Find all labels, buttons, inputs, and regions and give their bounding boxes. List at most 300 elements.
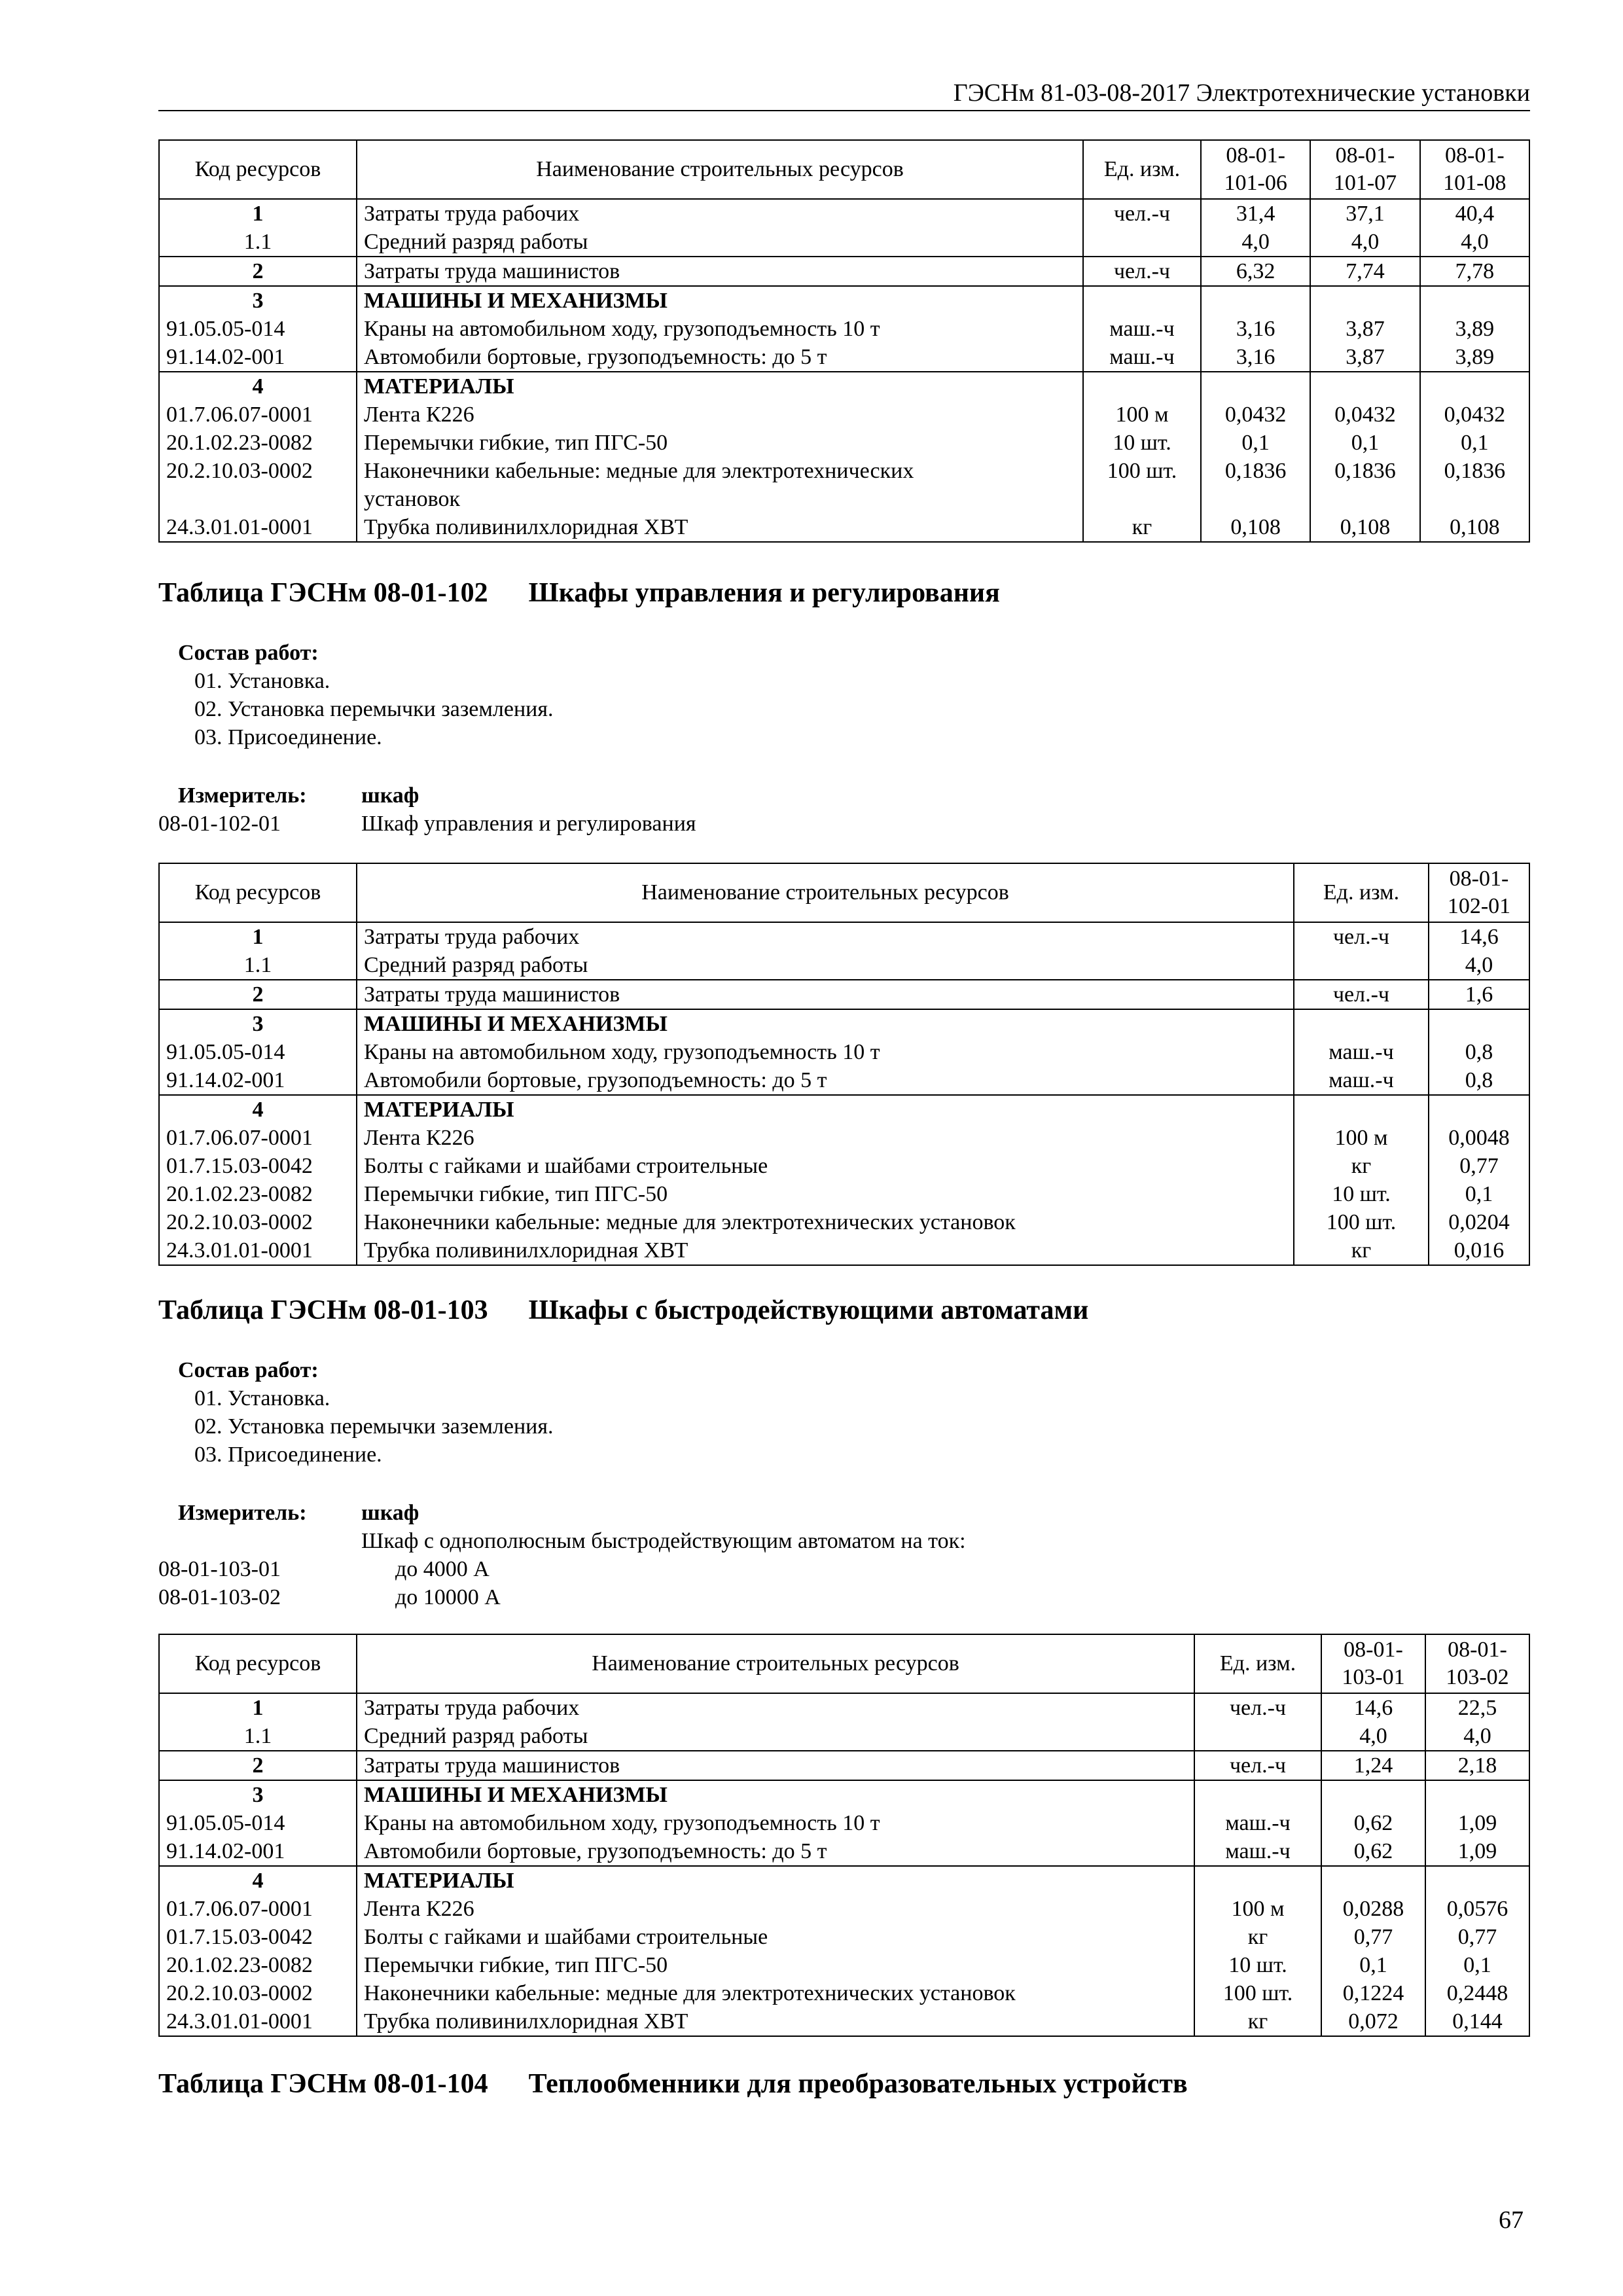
- item-code: 08-01-102-01: [158, 812, 281, 836]
- cell-value: 3,89: [1420, 315, 1529, 343]
- table-row: [159, 457, 1529, 513]
- cell-value: 14,6: [1321, 1693, 1425, 1722]
- cell-code: 3: [159, 286, 357, 315]
- cell-unit: кг: [1294, 1152, 1429, 1180]
- meter-label: Измеритель:: [178, 1501, 307, 1525]
- cell-value: [1321, 1866, 1425, 1895]
- cell-unit: чел.-ч: [1194, 1693, 1321, 1722]
- cell-code: 4: [159, 372, 357, 401]
- cell-code: 24.3.01.01-0001: [159, 2007, 357, 2036]
- cell-name-text: Автомобили бортовые, грузоподъемность: до 5 т: [364, 345, 827, 369]
- col-header-norm: 08-01- 101-07: [1310, 140, 1419, 199]
- table-row: [159, 1895, 1529, 1923]
- cell-unit: кг: [1194, 2007, 1321, 2036]
- table-row: [159, 1180, 1529, 1208]
- cell-name-text: Лента К226: [364, 403, 474, 427]
- table-header-row: [159, 140, 1529, 199]
- work-item: 03. Присоединение.: [194, 1443, 382, 1467]
- col-header-name: Наименование строительных ресурсов: [357, 863, 1294, 922]
- cell-unit: 100 м: [1194, 1895, 1321, 1923]
- cell-unit: [1294, 1009, 1429, 1038]
- cell-value: 14,6: [1429, 922, 1529, 951]
- cell-value: 0,8: [1429, 1038, 1529, 1066]
- title-code: Таблица ГЭСНм 08-01-103: [158, 1295, 488, 1325]
- table-row: [159, 1236, 1529, 1265]
- cell-code: 4: [159, 1866, 357, 1895]
- cell-name: [357, 401, 1083, 429]
- cell-name-text: Трубка поливинилхлоридная ХВТ: [364, 515, 688, 539]
- cell-name: [357, 1038, 1294, 1066]
- table-row: [159, 513, 1529, 542]
- cell-value: 0,0048: [1429, 1124, 1529, 1152]
- cell-value: 4,0: [1425, 1722, 1529, 1751]
- table-row: [159, 1923, 1529, 1951]
- table-row: [159, 1009, 1529, 1038]
- cell-name-text: Трубка поливинилхлоридная ХВТ: [364, 1238, 688, 1263]
- work-composition-102: [158, 639, 553, 751]
- cell-value: 4,0: [1420, 228, 1529, 257]
- cell-value: 0,1224: [1321, 1979, 1425, 2007]
- table-row: [159, 315, 1529, 343]
- cell-name: [357, 922, 1294, 951]
- table-row: [159, 429, 1529, 457]
- cell-code: 91.05.05-014: [159, 1809, 357, 1837]
- item-code: 08-01-103-02: [158, 1585, 281, 1609]
- cell-name: [357, 429, 1083, 457]
- cell-name-text: МАШИНЫ И МЕХАНИЗМЫ: [364, 289, 668, 313]
- cell-value: 7,78: [1420, 257, 1529, 286]
- cell-name-text: Автомобили бортовые, грузоподъемность: до 5 т: [364, 1839, 827, 1863]
- col-header-name: Наименование строительных ресурсов: [357, 1634, 1194, 1693]
- table-row: [159, 1124, 1529, 1152]
- cell-code: 01.7.15.03-0042: [159, 1923, 357, 1951]
- table-row: [159, 372, 1529, 401]
- cell-unit: 100 шт.: [1294, 1208, 1429, 1236]
- cell-code: 20.1.02.23-0082: [159, 429, 357, 457]
- cell-value: 3,16: [1201, 315, 1310, 343]
- cell-name-text: МАШИНЫ И МЕХАНИЗМЫ: [364, 1783, 668, 1807]
- cell-value: 0,0576: [1425, 1895, 1529, 1923]
- title-text: Теплообменники для преобразовательных устройств: [528, 2069, 1188, 2099]
- cell-name: [357, 343, 1083, 372]
- cell-name-text: Затраты труда машинистов: [364, 259, 620, 283]
- cell-unit: маш.-ч: [1194, 1809, 1321, 1837]
- cell-unit: [1083, 286, 1201, 315]
- cell-name: [357, 199, 1083, 228]
- cell-code: 91.05.05-014: [159, 1038, 357, 1066]
- cell-name: [357, 1751, 1194, 1780]
- table-row: [159, 980, 1529, 1009]
- page-number: 67: [1499, 2206, 1524, 2234]
- col-header-code: Код ресурсов: [159, 863, 357, 922]
- cell-value: 2,18: [1425, 1751, 1529, 1780]
- cell-code: 1.1: [159, 1722, 357, 1751]
- cell-value: 1,24: [1321, 1751, 1425, 1780]
- cell-name: [357, 315, 1083, 343]
- cell-name-text: Средний разряд работы: [364, 230, 588, 254]
- cell-name-text: МАТЕРИАЛЫ: [364, 1869, 514, 1893]
- cell-name: [357, 1066, 1294, 1095]
- works-label: Состав работ:: [178, 641, 319, 665]
- col-header-code: Код ресурсов: [159, 1634, 357, 1693]
- item-text: до 10000 А: [395, 1585, 501, 1609]
- cell-unit: чел.-ч: [1194, 1751, 1321, 1780]
- cell-name-text: Лента К226: [364, 1897, 474, 1921]
- work-item: 02. Установка перемычки заземления.: [194, 1414, 554, 1439]
- cell-code: 24.3.01.01-0001: [159, 513, 357, 542]
- cell-unit: маш.-ч: [1083, 315, 1201, 343]
- cell-value: [1201, 286, 1310, 315]
- cell-name-text: Трубка поливинилхлоридная ХВТ: [364, 2009, 688, 2034]
- table-row: [159, 1780, 1529, 1809]
- cell-value: 0,072: [1321, 2007, 1425, 2036]
- col-header-norm: 08-01- 103-01: [1321, 1634, 1425, 1693]
- cell-value: 0,0432: [1310, 401, 1419, 429]
- cell-name: [357, 1208, 1294, 1236]
- cell-code: 91.14.02-001: [159, 1066, 357, 1095]
- cell-name: [357, 1124, 1294, 1152]
- table-row: [159, 922, 1529, 951]
- meter-block-103: [158, 1499, 1336, 1611]
- cell-value: 37,1: [1310, 199, 1419, 228]
- cell-unit: чел.-ч: [1294, 922, 1429, 951]
- cell-value: 0,0288: [1321, 1895, 1425, 1923]
- cell-code: 20.2.10.03-0002: [159, 457, 357, 513]
- table-row: [159, 343, 1529, 372]
- table-row: [159, 1979, 1529, 2007]
- title-text: Шкафы с быстродействующими автоматами: [528, 1295, 1089, 1325]
- cell-value: 40,4: [1420, 199, 1529, 228]
- meter-value: шкаф: [361, 1501, 419, 1525]
- cell-value: 0,1836: [1201, 457, 1310, 513]
- cell-value: 0,0432: [1201, 401, 1310, 429]
- cell-name: [357, 1951, 1194, 1979]
- item-text: до 4000 А: [395, 1557, 490, 1581]
- cell-code: 01.7.06.07-0001: [159, 401, 357, 429]
- table-row: [159, 286, 1529, 315]
- cell-value: 3,16: [1201, 343, 1310, 372]
- cell-value: 0,1: [1425, 1951, 1529, 1979]
- cell-value: 0,77: [1425, 1923, 1529, 1951]
- table-row: [159, 1095, 1529, 1124]
- cell-unit: 10 шт.: [1083, 429, 1201, 457]
- cell-value: 3,87: [1310, 315, 1419, 343]
- cell-name: [357, 286, 1083, 315]
- col-header-code: Код ресурсов: [159, 140, 357, 199]
- cell-code: 4: [159, 1095, 357, 1124]
- cell-unit: маш.-ч: [1294, 1038, 1429, 1066]
- cell-value: [1321, 1780, 1425, 1809]
- cell-name-text: Перемычки гибкие, тип ПГС-50: [364, 431, 668, 455]
- cell-value: 4,0: [1201, 228, 1310, 257]
- cell-code: 20.2.10.03-0002: [159, 1979, 357, 2007]
- table-row: [159, 1208, 1529, 1236]
- work-item: 01. Установка.: [194, 1386, 330, 1410]
- cell-code: 2: [159, 257, 357, 286]
- cell-unit: [1083, 228, 1201, 257]
- cell-code: 01.7.06.07-0001: [159, 1124, 357, 1152]
- cell-value: 7,74: [1310, 257, 1419, 286]
- cell-code: 01.7.06.07-0001: [159, 1895, 357, 1923]
- cell-name-text: Наконечники кабельные: медные для электротехнических установок: [364, 1981, 1016, 2005]
- cell-value: 1,09: [1425, 1837, 1529, 1866]
- resources-table-102: [158, 863, 1530, 1266]
- cell-name: [357, 2007, 1194, 2036]
- cell-code: 20.1.02.23-0082: [159, 1180, 357, 1208]
- cell-value: 0,0204: [1429, 1208, 1529, 1236]
- cell-value: 0,1: [1429, 1180, 1529, 1208]
- table-row: [159, 2007, 1529, 2036]
- cell-unit: [1294, 1095, 1429, 1124]
- title-text: Шкафы управления и регулирования: [528, 578, 1000, 608]
- table-header-row: [159, 1634, 1529, 1693]
- cell-code: 2: [159, 1751, 357, 1780]
- cell-code: 1.1: [159, 228, 357, 257]
- cell-value: 0,108: [1420, 513, 1529, 542]
- cell-unit: 100 шт.: [1194, 1979, 1321, 2007]
- cell-name: [357, 1866, 1194, 1895]
- cell-value: [1201, 372, 1310, 401]
- work-item: 03. Присоединение.: [194, 725, 382, 749]
- cell-value: 0,2448: [1425, 1979, 1529, 2007]
- cell-code: 91.14.02-001: [159, 1837, 357, 1866]
- cell-unit: маш.-ч: [1194, 1837, 1321, 1866]
- cell-code: 1.1: [159, 951, 357, 980]
- table-row: [159, 1693, 1529, 1722]
- title-code: Таблица ГЭСНм 08-01-102: [158, 578, 488, 608]
- table-row: [159, 1951, 1529, 1979]
- cell-value: 0,1: [1420, 429, 1529, 457]
- cell-name: [357, 1693, 1194, 1722]
- col-header-norm: 08-01- 101-06: [1201, 140, 1310, 199]
- cell-code: 01.7.15.03-0042: [159, 1152, 357, 1180]
- cell-name-text: Лента К226: [364, 1126, 474, 1150]
- cell-value: 0,8: [1429, 1066, 1529, 1095]
- cell-value: 0,1836: [1310, 457, 1419, 513]
- cell-name: [357, 1979, 1194, 2007]
- cell-name-text: Перемычки гибкие, тип ПГС-50: [364, 1953, 668, 1977]
- cell-name: [357, 257, 1083, 286]
- cell-unit: кг: [1294, 1236, 1429, 1265]
- cell-unit: [1294, 951, 1429, 980]
- cell-name-text: МАШИНЫ И МЕХАНИЗМЫ: [364, 1012, 668, 1036]
- cell-value: 22,5: [1425, 1693, 1529, 1722]
- cell-unit: кг: [1194, 1923, 1321, 1951]
- col-header-unit: Ед. изм.: [1294, 863, 1429, 922]
- cell-code: 3: [159, 1009, 357, 1038]
- cell-unit: 10 шт.: [1194, 1951, 1321, 1979]
- table-row: [159, 1809, 1529, 1837]
- cell-value: 4,0: [1321, 1722, 1425, 1751]
- cell-unit: чел.-ч: [1083, 257, 1201, 286]
- table-row: [159, 951, 1529, 980]
- cell-value: 0,77: [1321, 1923, 1425, 1951]
- cell-code: 1: [159, 922, 357, 951]
- cell-name: [357, 513, 1083, 542]
- cell-value: [1429, 1095, 1529, 1124]
- cell-value: 1,09: [1425, 1809, 1529, 1837]
- cell-name-text: Наконечники кабельные: медные для электротехнических: [364, 459, 914, 483]
- cell-value: 0,1: [1310, 429, 1419, 457]
- table-row: [159, 1837, 1529, 1866]
- cell-value: [1420, 286, 1529, 315]
- table-title-102: [158, 576, 1000, 610]
- table-row: [159, 199, 1529, 228]
- meter-label: Измеритель:: [178, 783, 307, 808]
- col-header-unit: Ед. изм.: [1083, 140, 1201, 199]
- cell-value: 0,108: [1310, 513, 1419, 542]
- col-header-norm: 08-01- 103-02: [1425, 1634, 1529, 1693]
- cell-value: 3,89: [1420, 343, 1529, 372]
- cell-value: 0,016: [1429, 1236, 1529, 1265]
- cell-name: [357, 1923, 1194, 1951]
- cell-name: [357, 1152, 1294, 1180]
- cell-value: [1310, 286, 1419, 315]
- cell-code: 20.2.10.03-0002: [159, 1208, 357, 1236]
- cell-name-text: Болты с гайками и шайбами строительные: [364, 1154, 768, 1178]
- cell-unit: чел.-ч: [1294, 980, 1429, 1009]
- cell-name-text: Затраты труда рабочих: [364, 202, 580, 226]
- table-row: [159, 1152, 1529, 1180]
- work-item: 01. Установка.: [194, 669, 330, 693]
- table-row: [159, 1038, 1529, 1066]
- cell-value: 1,6: [1429, 980, 1529, 1009]
- cell-value: [1425, 1780, 1529, 1809]
- cell-name-text: МАТЕРИАЛЫ: [364, 1098, 514, 1122]
- cell-name: [357, 228, 1083, 257]
- cell-name: [357, 457, 1083, 513]
- cell-value: 0,77: [1429, 1152, 1529, 1180]
- col-header-norm: 08-01- 101-08: [1420, 140, 1529, 199]
- cell-code: 2: [159, 980, 357, 1009]
- cell-name-text: Наконечники кабельные: медные для электротехнических установок: [364, 1210, 1016, 1234]
- cell-name: [357, 1236, 1294, 1265]
- cell-value: 0,144: [1425, 2007, 1529, 2036]
- cell-value: [1420, 372, 1529, 401]
- cell-name-text: Краны на автомобильном ходу, грузоподъемность 10 т: [364, 317, 880, 341]
- cell-value: 0,62: [1321, 1809, 1425, 1837]
- cell-code: 1: [159, 199, 357, 228]
- cell-code: 91.05.05-014: [159, 315, 357, 343]
- resources-table-103: [158, 1634, 1530, 2037]
- cell-code: 1: [159, 1693, 357, 1722]
- title-code: Таблица ГЭСНм 08-01-104: [158, 2069, 488, 2099]
- table-row: [159, 1751, 1529, 1780]
- table-row: [159, 1722, 1529, 1751]
- cell-unit: 100 шт.: [1083, 457, 1201, 513]
- cell-code: 3: [159, 1780, 357, 1809]
- cell-name: [357, 1780, 1194, 1809]
- works-label: Состав работ:: [178, 1358, 319, 1382]
- cell-name-text: Затраты труда рабочих: [364, 925, 580, 949]
- cell-value: 0,1836: [1420, 457, 1529, 513]
- cell-unit: кг: [1083, 513, 1201, 542]
- resources-table-101: [158, 139, 1530, 543]
- col-header-unit: Ед. изм.: [1194, 1634, 1321, 1693]
- cell-name-text-cont: установок: [364, 487, 460, 511]
- cell-name: [357, 980, 1294, 1009]
- cell-code: 20.1.02.23-0082: [159, 1951, 357, 1979]
- cell-unit: 100 м: [1083, 401, 1201, 429]
- cell-name-text: Средний разряд работы: [364, 953, 588, 977]
- cell-code: 24.3.01.01-0001: [159, 1236, 357, 1265]
- cell-unit: [1194, 1780, 1321, 1809]
- cell-name-text: Средний разряд работы: [364, 1724, 588, 1748]
- cell-value: 0,1: [1321, 1951, 1425, 1979]
- table-row: [159, 228, 1529, 257]
- table-title-104: [158, 2067, 1188, 2101]
- table-header-row: [159, 863, 1529, 922]
- cell-unit: [1194, 1866, 1321, 1895]
- work-composition-103: [158, 1356, 553, 1469]
- cell-name-text: МАТЕРИАЛЫ: [364, 374, 514, 399]
- table-row: [159, 401, 1529, 429]
- cell-value: [1310, 372, 1419, 401]
- cell-name-text: Краны на автомобильном ходу, грузоподъемность 10 т: [364, 1040, 880, 1064]
- cell-name: [357, 951, 1294, 980]
- cell-value: 0,62: [1321, 1837, 1425, 1866]
- meter-block-102: [158, 781, 1336, 838]
- cell-name-text: Автомобили бортовые, грузоподъемность: до 5 т: [364, 1068, 827, 1092]
- table-row: [159, 1066, 1529, 1095]
- cell-unit: маш.-ч: [1083, 343, 1201, 372]
- cell-unit: [1194, 1722, 1321, 1751]
- cell-name-text: Затраты труда машинистов: [364, 982, 620, 1007]
- table-row: [159, 1866, 1529, 1895]
- cell-name: [357, 1180, 1294, 1208]
- cell-value: 0,0432: [1420, 401, 1529, 429]
- cell-name-text: Затраты труда рабочих: [364, 1696, 580, 1720]
- cell-code: 91.14.02-001: [159, 343, 357, 372]
- item-code: 08-01-103-01: [158, 1557, 281, 1581]
- cell-name: [357, 1009, 1294, 1038]
- col-header-name: Наименование строительных ресурсов: [357, 140, 1083, 199]
- cell-name-text: Краны на автомобильном ходу, грузоподъемность 10 т: [364, 1811, 880, 1835]
- cell-unit: [1083, 372, 1201, 401]
- items-intro: Шкаф с однополюсным быстродействующим автоматом на ток:: [361, 1529, 966, 1553]
- cell-unit: маш.-ч: [1294, 1066, 1429, 1095]
- cell-name-text: Болты с гайками и шайбами строительные: [364, 1925, 768, 1949]
- meter-value: шкаф: [361, 783, 419, 808]
- col-header-norm: 08-01- 102-01: [1429, 863, 1529, 922]
- running-header: ГЭСНм 81-03-08-2017 Электротехнические установки: [158, 77, 1530, 111]
- cell-name: [357, 1895, 1194, 1923]
- cell-value: 4,0: [1310, 228, 1419, 257]
- cell-name: [357, 1809, 1194, 1837]
- cell-value: [1429, 1009, 1529, 1038]
- item-text: Шкаф управления и регулирования: [361, 812, 696, 836]
- cell-name: [357, 372, 1083, 401]
- cell-value: 0,108: [1201, 513, 1310, 542]
- cell-unit: 100 м: [1294, 1124, 1429, 1152]
- cell-unit: чел.-ч: [1083, 199, 1201, 228]
- cell-name: [357, 1837, 1194, 1866]
- work-item: 02. Установка перемычки заземления.: [194, 697, 554, 721]
- table-row: [159, 257, 1529, 286]
- cell-name: [357, 1722, 1194, 1751]
- cell-name-text: Перемычки гибкие, тип ПГС-50: [364, 1182, 668, 1206]
- cell-value: 6,32: [1201, 257, 1310, 286]
- table-title-103: [158, 1293, 1088, 1327]
- cell-value: 0,1: [1201, 429, 1310, 457]
- cell-name: [357, 1095, 1294, 1124]
- cell-value: [1425, 1866, 1529, 1895]
- cell-value: 3,87: [1310, 343, 1419, 372]
- cell-unit: 10 шт.: [1294, 1180, 1429, 1208]
- cell-name-text: Затраты труда машинистов: [364, 1753, 620, 1778]
- cell-value: 4,0: [1429, 951, 1529, 980]
- cell-value: 31,4: [1201, 199, 1310, 228]
